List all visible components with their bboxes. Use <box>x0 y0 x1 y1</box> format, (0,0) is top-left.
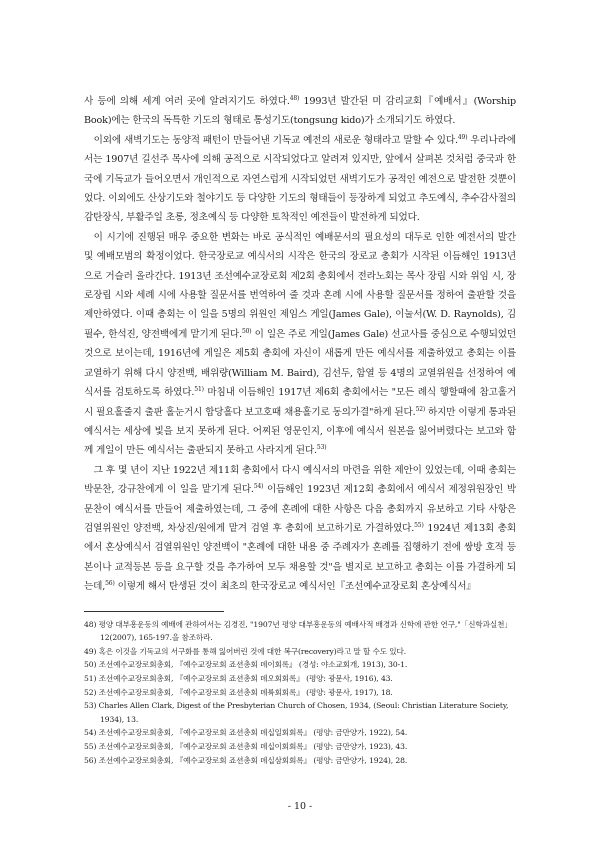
footnote-50: 50) 조선예수교장로회총회, 『예수교장로회 죠션총회 뎨이회록』 (경성: 야소교회개, 1913), 30-1. <box>84 660 408 670</box>
paragraph-1 <box>84 92 516 131</box>
footnote-ref-50[interactable]: 50) <box>241 327 252 335</box>
footnote-53: 53) Charles Allen Clark, Digest of the Presbyterian Church of Chosen, 1934, (Seoul: Christian Literature Society, 1934), 13. <box>84 701 509 724</box>
footnote-ref-48[interactable]: 48) <box>289 94 300 102</box>
paragraph-text: 우리나라에서는 1907년 길선주 목사에 의해 공적으로 시작되었다고 알려져 있지만, 앞에서 살펴본 것처럼 중국과 한국에 기독교가 들어오면서 개인적으로 자연스럽게 시작되었던 새벽기도가 공적인 예전으로 발전한 것뿐이었다. 이외에도 산상기도와 철야기도 등 다양한 기도의 형태들이 등장하게 되었고 추도예식, 추수감사절의 감탄장식, 부활주일 초롱, 정초예식 등 다양한 토착적인 예전들이 발전하게 되었다. <box>84 134 516 224</box>
footnote-48: 48) 평양 대부흥운동의 예배에 관하여서는 김경진, "1907년 평양 대부흥운동의 예배사적 배경과 신학에 관한 연구,"「신학과실천」12(2007), 165-197.을 참조하라. <box>84 619 512 643</box>
footnote-ref-55[interactable]: 55) <box>414 521 424 529</box>
paragraph-text: 이듬해인 1923년 제12회 총회에서 예식서 제정위원장인 박문찬이 예식서를 만들어 제출하였는데, 그 중에 혼례에 대한 사항은 다음 총회까지 유보하고 기타 사항은 검열위원인 양전백, 차상진/원에게 맡겨 검열 후 총회에 보고하기로 가결하였다. <box>84 484 516 534</box>
footnote-divider <box>84 611 224 612</box>
footnote-ref-56[interactable]: 56) <box>105 579 115 587</box>
footnote-ref-53[interactable]: 53) <box>316 444 327 452</box>
footnote-ref-49[interactable]: 49) <box>457 133 468 141</box>
footnote-56: 56) 조선예수교장로회총회, 『예수교장로회 죠션총회 뎨십삼회회록』 (평양: 금만양가, 1924), 28. <box>84 755 408 765</box>
paragraph-text: 하지만 이렇게 통과된 예식서는 세상에 빛을 보지 못하게 된다. 어찌된 영문인지, 이후에 예식서 원본을 잃어버렸다는 보고와 함께 게일이 만든 예식서는 출판되지 못하고 사라지게 된다. <box>84 406 516 457</box>
footnote-ref-51[interactable]: 51) <box>194 385 204 393</box>
footnote-ref-54[interactable]: 54) <box>253 482 264 490</box>
paragraph-text: 이 시기에 진행된 매우 중요한 변화는 바로 공식적인 예배문서의 필요성의 대두로 인한 예전서의 발간 및 예배모범의 확정이었다. 한국장로교 예식서의 시작은 한국의 장로교 총회가 시작된 이듬해인 1913년으로 거슬러 올라간다. 1913년 조선예수교장로회 제2회 총회에서 전라노회는 목사 장립 시와 위임 시, 장로장립 시와 세례 시에 사용할 질문서를 번역하여 줄 것과 혼례 시에 사용할 질문서를 정하여 출판할 것을 제안하였다. 이때 총회는 이 일을 5명의 위원인 제임스 게일(James Gale), 이눌서(W. D. Raynolds), 김필수, 한석진, 양전백에게 맡기게 된다. <box>84 231 516 340</box>
paragraph-4 <box>84 461 516 597</box>
footnote-51: 51) 조선예수교장로회총회, 『예수교장로회 죠션총회 뎨오회회록』 (평양: 광문사, 1916), 43. <box>84 673 393 683</box>
paragraph-text: 이 일은 주로 게일(James Gale) 선교사를 중심으로 수행되었던 것으로 보이는데, 1916년에 게일은 제5회 총회에 자신이 새롭게 만든 예식서를 제출하였고 총회는 이를 교열하기 위해 다시 양전백, 배위량(William M. Baird), 김선두, 함열 등 4명의 교열위원을 선정하여 예식서를 검토하도록 하였다. <box>84 328 516 399</box>
paragraph-text: 그 후 몇 년이 지난 1922년 제11회 총회에서 다시 예식서의 마련을 위한 제안이 있었는데, 이때 총회는 박문찬, 강규찬에게 이 일을 맡기게 된다. <box>84 464 516 496</box>
paragraph-text: 1924년 제13회 총회에서 혼상예식서 검열위원인 양전백이 "혼례에 대한 내용 중 주례자가 혼례를 집행하기 전에 쌍방 호적 등본이나 교적등본 등을 요구할 것을 추가하여 모두 채용할 것"을 별지로 보고하고 총회는 이를 가결하게 되는데, <box>84 522 516 593</box>
paragraph-text: 이외에 새벽기도는 동양적 패턴이 만들어낸 기독교 예전의 새로운 형태라고 말할 수 있다. <box>93 134 458 146</box>
paragraph-3 <box>84 228 516 461</box>
footnotes <box>84 618 516 768</box>
footnote-52: 52) 조선예수교장로회총회, 『예수교장로회 죠션총회 뎨륙회회록』 (평양: 광문사, 1917), 18. <box>84 687 393 697</box>
paragraph-text: 마침내 이듬해인 1917년 제6회 총회에서는 "모든 례식 햏할때에 참고홀거시 필요홀줄지 출판 홀눈거시 합당홀다 보고호때 채용홀기로 동의가결"하게 된다. <box>84 387 516 418</box>
footnote-55: 55) 조선예수교장로회총회, 『예수교장로회 죠션총회 뎨십이회회록』 (평양: 금만양가, 1923), 43. <box>84 741 408 751</box>
page-content <box>84 92 516 767</box>
paragraph-text: 1993년 발간된 미 감리교회『예배서』(Worship Book)에는 한국의 독특한 기도의 형태로 통성기도(tongsung kido)가 소개되기도 하였다. <box>84 96 516 127</box>
footnote-54: 54) 조선예수교장로회총회, 『예수교장로회 죠션총회 뎨십일회회록』 (평양: 금만양가, 1922), 54. <box>84 728 408 738</box>
page-number: - 10 - <box>287 801 313 812</box>
paragraph-2 <box>84 131 516 228</box>
paragraph-text: 사 등에 의해 세계 여러 곳에 알려지기도 하였다. <box>84 96 290 107</box>
footnote-49: 49) 혹은 이것을 기독교의 서구화를 통해 잃어버린 것에 대한 복구(recovery)라고 말 할 수도 있다. <box>84 646 407 656</box>
footnote-ref-52[interactable]: 52) <box>415 405 426 413</box>
paragraph-text: 이렇게 해서 탄생된 것이 최초의 한국장로교 예식서인『조선예수교장로회 혼상예식서』 <box>114 581 476 593</box>
